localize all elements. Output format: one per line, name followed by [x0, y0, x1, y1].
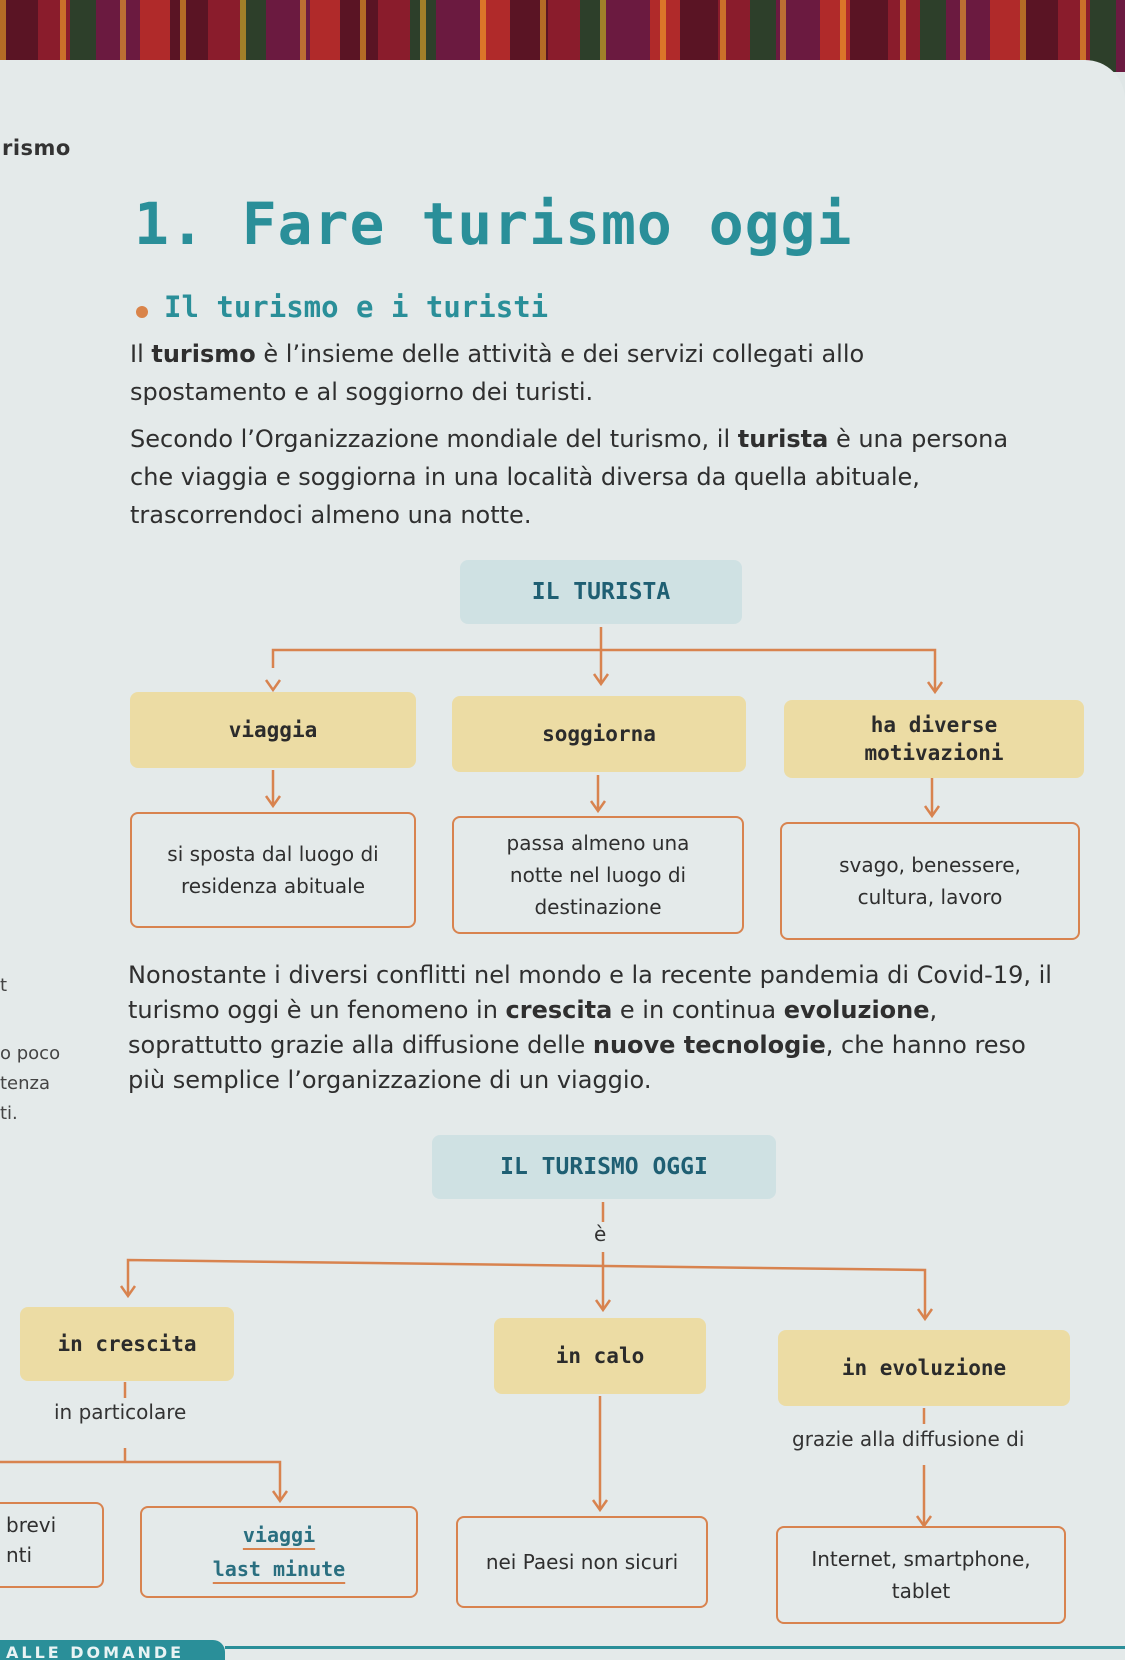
node-paesi: nei Paesi non sicuri — [456, 1516, 708, 1608]
margin-note: t — [0, 975, 8, 996]
label-in-particolare: in particolare — [54, 1400, 187, 1424]
margin-note: o poco — [0, 1043, 61, 1064]
footer-rule — [225, 1646, 1125, 1649]
node-cut-off: brevi nti — [0, 1502, 104, 1588]
paragraph-turismo: Il turismo è l’insieme delle attività e dei servizi collegati allo spostamento e al soggiorno dei turisti. — [130, 340, 865, 406]
node-crescita: in crescita — [20, 1307, 234, 1381]
margin-note: ti. — [0, 1103, 18, 1124]
bullet-icon — [136, 306, 148, 318]
node-motivazioni: ha diverse motivazioni — [784, 700, 1084, 778]
label-grazie: grazie alla diffusione di — [792, 1427, 1025, 1451]
node-evoluzione: in evoluzione — [778, 1330, 1070, 1406]
margin-note: tenza — [0, 1073, 51, 1094]
connector-label: è — [594, 1222, 607, 1246]
node-notte: passa almeno una notte nel luogo di destinazione — [452, 816, 744, 934]
footer-tab: ALLE DOMANDE — [0, 1640, 225, 1660]
diagram-turista-heading: IL TURISTA — [460, 560, 742, 624]
page-title: 1. Fare turismo oggi — [134, 190, 853, 258]
paragraph-turismo-oggi: Nonostante i diversi conflitti nel mondo e la recente pandemia di Covid-19, il turismo oggi è un fenomeno in crescita e in continua evoluzione, soprattutto grazie alla diffusione delle nuove tecnologie, che hanno reso più semplice l’organizzazione di un viaggio. — [128, 961, 1052, 1094]
node-svago: svago, benessere, cultura, lavoro — [780, 822, 1080, 940]
node-last-minute: viaggi last minute — [140, 1506, 418, 1598]
section-subheading: Il turismo e i turisti — [164, 290, 549, 324]
running-head: rismo — [2, 136, 71, 160]
node-soggiorna: soggiorna — [452, 696, 746, 772]
node-tecnologie: Internet, smartphone, tablet — [776, 1526, 1066, 1624]
node-calo: in calo — [494, 1318, 706, 1394]
node-viaggia: viaggia — [130, 692, 416, 768]
node-sposta: si sposta dal luogo di residenza abituale — [130, 812, 416, 928]
diagram-oggi-heading: IL TURISMO OGGI — [432, 1135, 776, 1199]
paragraph-turista: Secondo l’Organizzazione mondiale del turismo, il turista è una persona che viaggia e soggiorna in una località diversa da quella abituale, trascorrendoci almeno una notte. — [130, 425, 1009, 529]
